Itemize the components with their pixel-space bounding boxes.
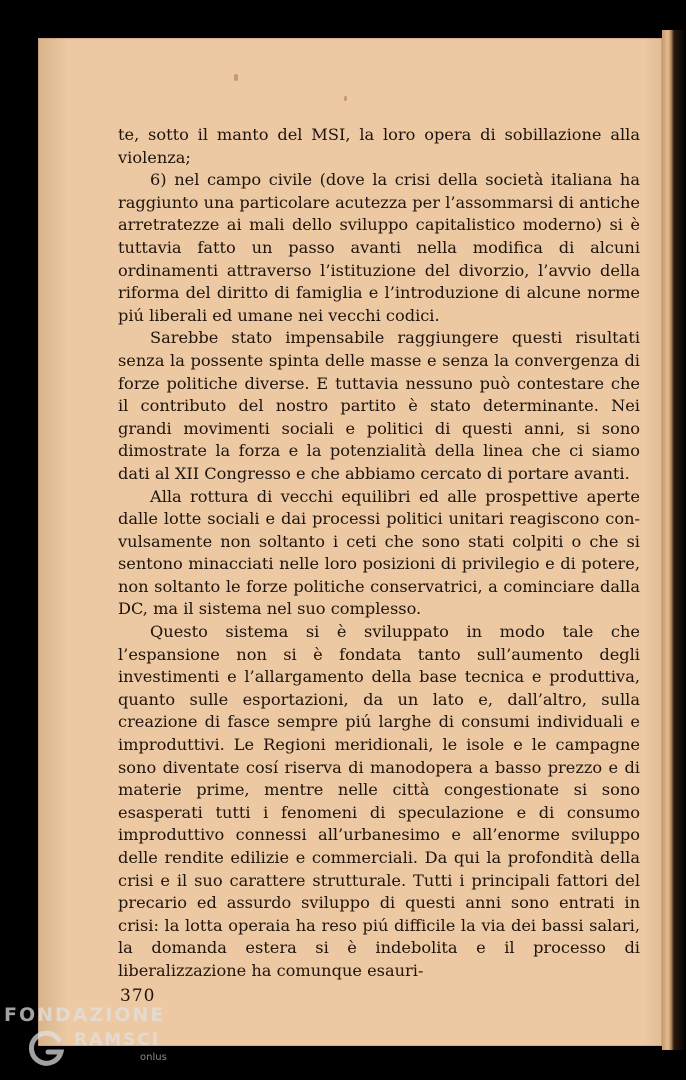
paragraph-4: Alla rottura di vecchi equilibri ed alle prospettive aperte dalle lotte sociali e dai processi politici unitari reagiscono convulsamente non soltanto i ceti che sono stati colpiti o che si sentono minacciati nelle loro posizioni di privilegio e di potere, non soltanto le forze politiche conservatrici, a cominciare dalla DC, ma il sistema nel suo complesso. (118, 486, 640, 619)
paragraph-5: Questo sistema si è sviluppato in modo tale che l’espansione non si è fondata tanto sull’aumento degli investimenti e l’allargamento della base tecnica e produttiva, quanto sulle esportazioni, da un lato e, dall’altro, sulla creazione di fasce sempre piú larghe di consumi individuali e improduttivi. Le Regioni meridionali, le isole e le campagne sono diventate cosí riserva di manodopera a basso prezzo e di materie prime, mentre nelle città congestionate si sono esasperati tutti i fenomeni di speculazione e di consumo improduttivo connessi all’urbanesimo e all’enorme sviluppo delle rendite edilizie e commerciali. Da qui la profondità della crisi e il suo carattere strutturale. Tutti i principali fattori del precario ed assurdo sviluppo di questi anni sono entrati in crisi: la lotta operaia ha reso piú difficile la via dei bassi salari, la domanda estera si è indebolita e il processo di liberalizzazione ha comunque esauri- (118, 622, 640, 980)
paragraph-1: te, sotto il manto del MSI, la loro opera di sobillazione alla violenza; (118, 125, 640, 167)
watermark-onlus: onlus (140, 1052, 167, 1063)
paper-spot (234, 74, 238, 81)
paper-spot (344, 96, 347, 101)
page-number: 370 (120, 986, 156, 1006)
body-text (118, 124, 640, 983)
watermark-line1: FONDAZIONE (4, 1004, 166, 1026)
watermark-g-letter: G (28, 1030, 29, 1031)
watermark-line2: RAMSCI (74, 1030, 161, 1050)
page-edge (662, 30, 686, 1050)
paragraph-2: 6) nel campo civile (dove la crisi della società italiana ha raggiunto una particolare acutezza per l’assommarsi di antiche arretratezze ai mali dello sviluppo capitalistico moderno) si è tuttavia fatto un passo avanti nella modifica di alcuni ordinamenti attraverso l’istituzione del divorzio, l’avvio della riforma del diritto di famiglia e l’introduzione di alcune norme piú liberali ed umane nei vecchi codici. (118, 170, 640, 325)
paragraph-3: Sarebbe stato impensabile raggiungere questi risultati senza la possente spinta delle masse e senza la convergenza di forze politiche diverse. E tuttavia nessuno può contestare che il contributo del nostro partito è stato determinante. Nei grandi movimenti sociali e politici di questi anni, si sono dimostrate la forza e la potenzialità della linea che ci siamo dati al XII Congresso e che abbiamo cercato di portare avanti. (118, 328, 640, 483)
